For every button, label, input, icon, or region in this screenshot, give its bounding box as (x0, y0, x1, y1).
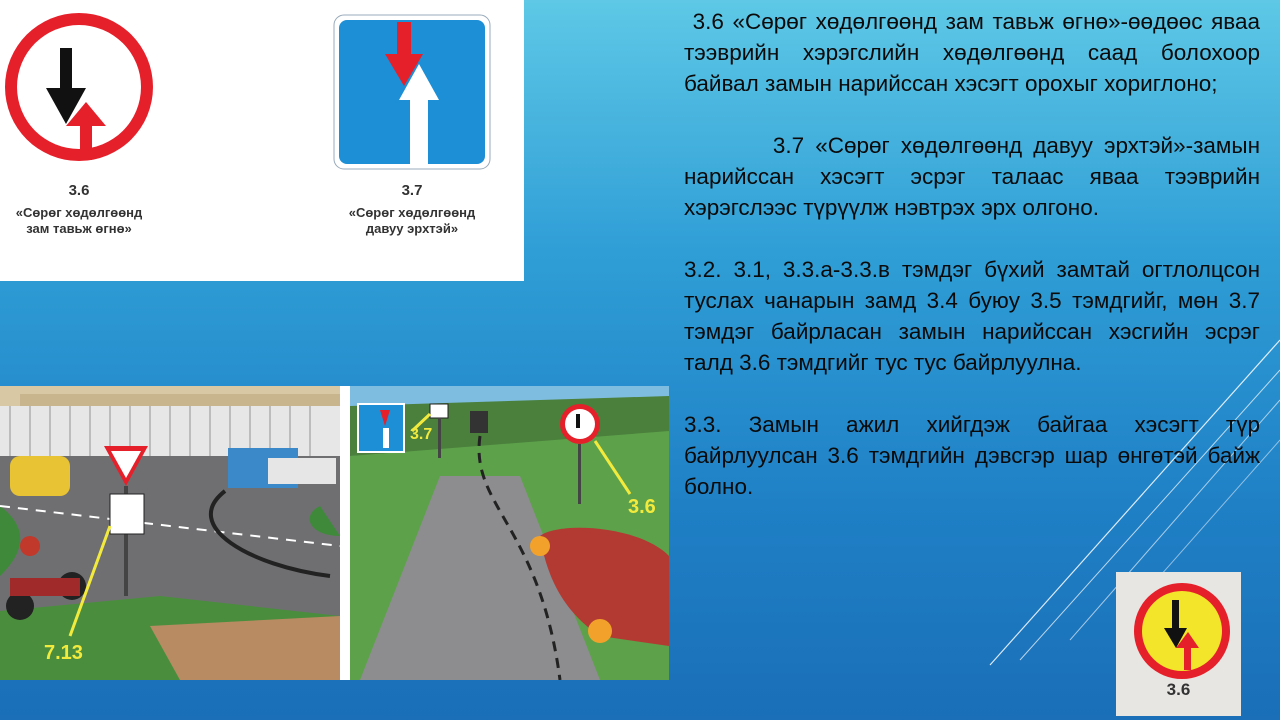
sign-3-6-caption (0, 182, 158, 237)
sign-3-6-name-line2: зам тавьж өгнө» (26, 221, 132, 236)
label-3-6: 3.6 (628, 496, 656, 518)
mini-sign-3-6 (1116, 572, 1241, 716)
signs-panel (0, 0, 524, 281)
label-7-13: 7.13 (44, 642, 83, 664)
yellow-sign-3-6-icon (1116, 576, 1241, 686)
sign-3-7-icon (333, 14, 491, 170)
road-scene-image (0, 386, 669, 680)
sign-3-6-number: 3.6 (68, 182, 90, 199)
paragraph-3-6: 3.6 «Сөрөг хөдөлгөөнд зам тавьж өгнө»-өөдөөс яваа тээврийн хэрэгслийн хөдөлгөөнд саад болохоор байвал замын нарийссан хэсэгт орохыг хориглоно; (684, 9, 1267, 96)
label-3-7: 3.7 (410, 426, 433, 443)
mini-sign-number: 3.6 (1166, 680, 1191, 699)
paragraph-3-2: 3.2. 3.1, 3.3.а-3.3.в тэмдэг бүхий замтай огтлолцсон туслах чанарын замд 3.4 буюу 3.5 тэмдгийг, мөн 3.7 тэмдэг байрласан замын нарийссан хэсгийн эсрэг талд 3.6 тэмдгийг тус тус байрлуулна. (684, 257, 1260, 375)
text-block (684, 6, 1267, 502)
sign-3-6-name-line1: «Сөрөг хөдөлгөөнд (15, 205, 143, 220)
paragraph-3-7: 3.7 «Сөрөг хөдөлгөөнд давуу эрхтэй»-замын нарийссан хэсэгт эсрэг талаас яваа тээврийн хэрэгслээс түрүүлж нэвтрэх эрх олгоно. (684, 133, 1267, 220)
illustration (0, 386, 669, 680)
sign-3-7-name-line1: «Сөрөг хөдөлгөөнд (348, 205, 476, 220)
paragraph-3-3: 3.3. Замын ажил хийгдэж байгаа хэсэгт түр байрлуулсан 3.6 тэмдгийн дэвсгэр шар өнгөтэй байж болно. (684, 412, 1260, 499)
sign-3-7-caption (333, 182, 491, 237)
sign-3-6-icon (0, 8, 160, 168)
sign-3-7-number: 3.7 (401, 182, 423, 199)
sign-3-7-name-line2: давуу эрхтэй» (365, 221, 459, 236)
